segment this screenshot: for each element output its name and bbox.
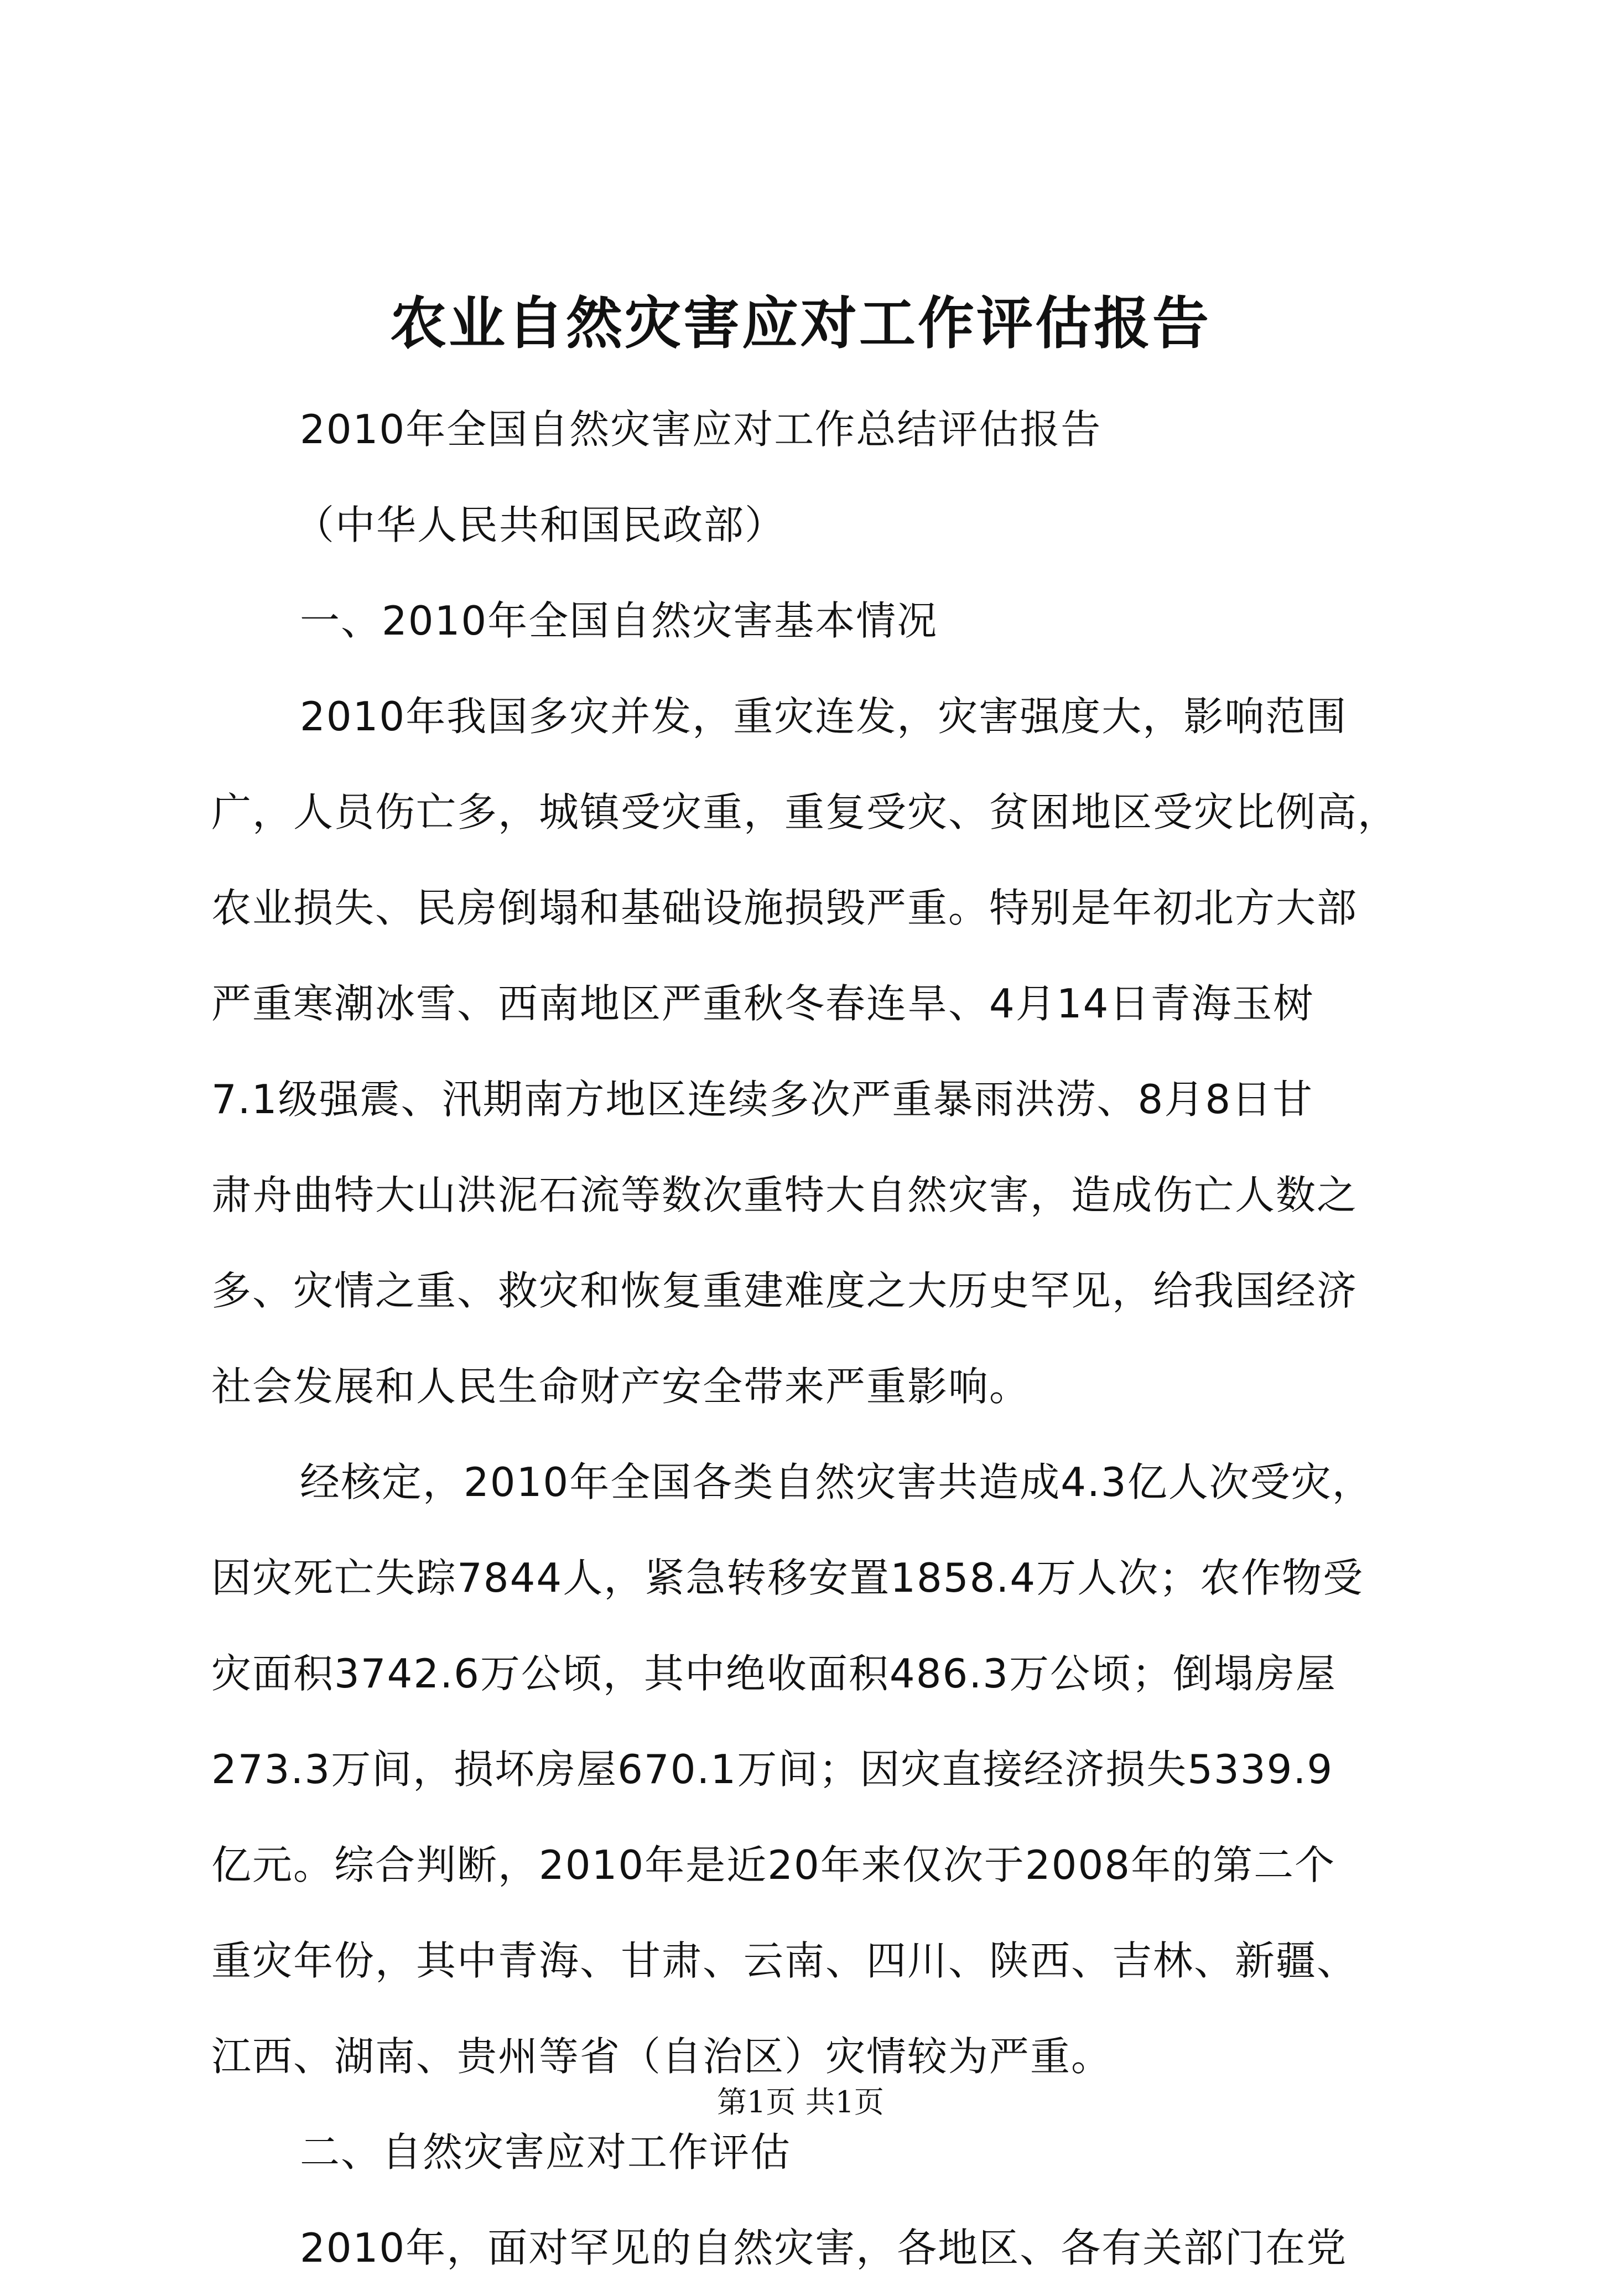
issuer-line: （中华人民共和国民政部） — [294, 502, 786, 548]
paragraph-line: 经核定，2010年全国各类自然灾害共造成4.3亿人次受灾， — [300, 1459, 1373, 1505]
paragraph-line: 因灾死亡失踪7844人，紧急转移安置1858.4万人次；农作物受 — [211, 1555, 1364, 1601]
paragraph-line: 严重寒潮冰雪、西南地区严重秋冬春连旱、4月14日青海玉树 — [211, 980, 1314, 1027]
paragraph-line: 广，人员伤亡多，城镇受灾重，重复受灾、贫困地区受灾比例高， — [211, 789, 1399, 835]
page-footer: 第1页 共1页 — [717, 2085, 884, 2120]
paragraph-line: 农业损失、民房倒塌和基础设施损毁严重。特别是年初北方大部 — [211, 885, 1358, 931]
document-body — [211, 382, 1406, 2296]
paragraph-line: 7.1级强震、汛期南方地区连续多次严重暴雨洪涝、8月8日甘 — [211, 1076, 1314, 1123]
section-heading-2: 二、自然灾害应对工作评估 — [300, 2129, 792, 2175]
paragraph-line: 亿元。综合判断，2010年是近20年来仅次于2008年的第二个 — [211, 1842, 1336, 1888]
paragraph-line: 社会发展和人民生命财产安全带来严重影响。 — [211, 1363, 1031, 1410]
paragraph-line: 273.3万间，损坏房屋670.1万间；因灾直接经济损失5339.9 — [211, 1746, 1334, 1793]
paragraph-line: 2010年我国多灾并发，重灾连发，灾害强度大，影响范围 — [300, 693, 1348, 740]
paragraph-line: 灾面积3742.6万公顷，其中绝收面积486.3万公顷；倒塌房屋 — [211, 1650, 1337, 1697]
paragraph-line: 2010年，面对罕见的自然灾害，各地区、各有关部门在党 — [300, 2225, 1348, 2271]
paragraph-line: 江西、湖南、贵州等省（自治区）灾情较为严重。 — [211, 2033, 1113, 2080]
section-heading-1: 一、2010年全国自然灾害基本情况 — [300, 598, 938, 644]
paragraph-line: 重灾年份，其中青海、甘肃、云南、四川、陕西、吉林、新疆、 — [211, 1937, 1358, 1984]
subtitle-line: 2010年全国自然灾害应对工作总结评估报告 — [300, 406, 1102, 453]
paragraph-line: 肃舟曲特大山洪泥石流等数次重特大自然灾害，造成伤亡人数之 — [211, 1172, 1358, 1218]
paragraph-line: 多、灾情之重、救灾和恢复重建难度之大历史罕见，给我国经济 — [211, 1268, 1358, 1314]
document-title: 农业自然灾害应对工作评估报告 — [390, 290, 1211, 357]
